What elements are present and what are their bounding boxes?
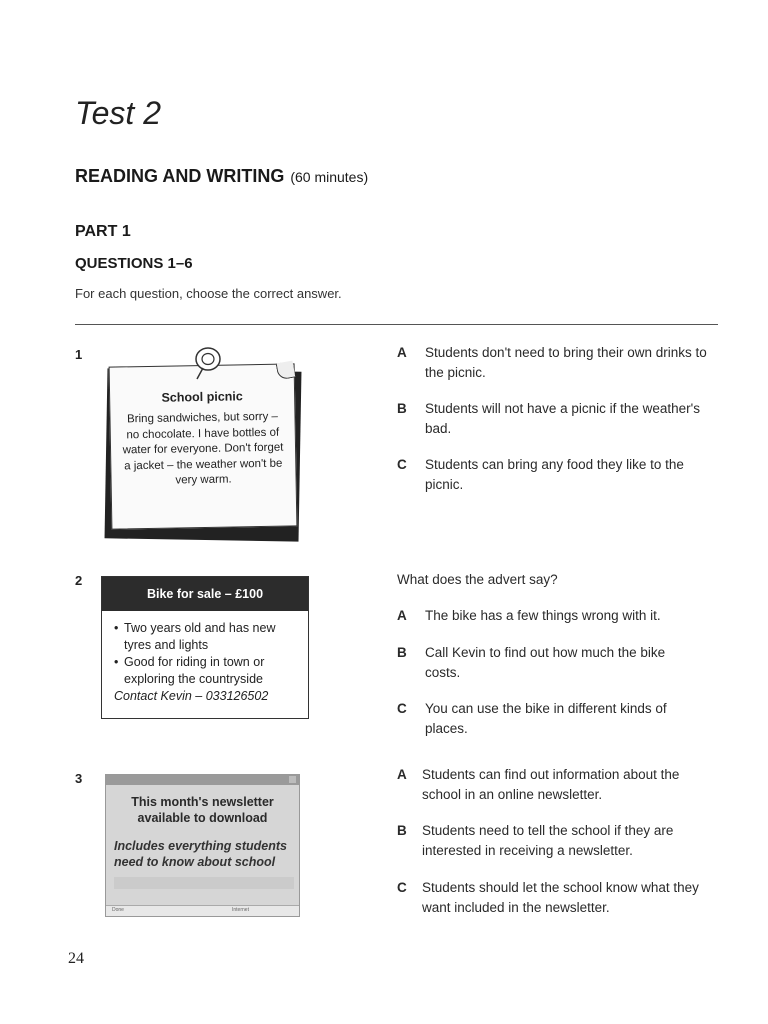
note-heading: School picnic xyxy=(161,389,243,405)
question-number-1: 1 xyxy=(75,347,83,362)
option-text: Students don't need to bring their own drinks to the picnic. xyxy=(425,345,707,380)
status-right: Internet xyxy=(232,907,249,913)
option-letter: B xyxy=(397,823,407,838)
option-letter: C xyxy=(397,880,407,895)
window-heading: This month's newsletter available to download xyxy=(131,795,274,825)
option-text: Students will not have a picnic if the weather's bad. xyxy=(425,401,700,436)
option-row[interactable] xyxy=(397,821,722,861)
option-letter: A xyxy=(397,345,407,360)
option-letter: A xyxy=(397,767,407,782)
option-text: Call Kevin to find out how much the bike costs. xyxy=(425,645,666,680)
bullet-icon: • xyxy=(114,621,119,635)
option-letter: A xyxy=(397,608,407,623)
advert-bullet xyxy=(114,654,298,688)
status-left: Done xyxy=(112,907,124,913)
part-title: PART 1 xyxy=(75,223,131,240)
option-letter: C xyxy=(397,701,407,716)
bullet-icon: • xyxy=(114,655,119,669)
option-text: Students can bring any food they like to the picnic. xyxy=(425,457,684,492)
page-number: 24 xyxy=(68,950,84,967)
window-subtext: Includes everything students need to know about school xyxy=(114,839,287,869)
option-text: Students should let the school know what they want included in the newsletter. xyxy=(422,880,699,915)
option-row[interactable] xyxy=(397,878,722,918)
instruction-text: For each question, choose the correct answer. xyxy=(75,286,342,301)
option-row[interactable] xyxy=(397,399,710,439)
faded-text-block xyxy=(114,877,294,889)
pushpin-icon xyxy=(188,346,228,382)
option-row[interactable] xyxy=(397,643,670,683)
option-row[interactable] xyxy=(397,455,710,495)
option-letter: B xyxy=(397,645,407,660)
advert-heading: Bike for sale – £100 xyxy=(102,577,308,611)
option-row[interactable] xyxy=(397,343,710,383)
question-prompt: What does the advert say? xyxy=(397,572,558,587)
advert-contact: Contact Kevin – 033126502 xyxy=(114,689,269,703)
section-title xyxy=(75,166,368,187)
bike-advert xyxy=(101,576,309,719)
advert-bullet xyxy=(114,620,298,654)
browser-window xyxy=(105,774,300,917)
option-text: The bike has a few things wrong with it. xyxy=(425,608,661,623)
advert-body xyxy=(102,611,308,705)
window-title-bar xyxy=(106,775,299,785)
question-number-3: 3 xyxy=(75,771,83,786)
divider-line xyxy=(75,324,718,325)
section-time: (60 minutes) xyxy=(290,169,369,185)
picnic-note xyxy=(109,363,298,529)
option-row[interactable] xyxy=(397,606,710,626)
question-number-2: 2 xyxy=(75,573,83,588)
option-letter: C xyxy=(397,457,407,472)
option-text: Students need to tell the school if they are interested in receiving a newsletter. xyxy=(422,823,674,858)
test-title: Test 2 xyxy=(75,95,161,131)
option-row[interactable] xyxy=(397,765,722,805)
close-icon xyxy=(289,776,296,783)
advert-bullet-text: Two years old and has new tyres and lights xyxy=(124,621,276,652)
window-status-bar xyxy=(106,905,299,916)
option-text: Students can find out information about the school in an online newsletter. xyxy=(422,767,680,802)
option-row[interactable] xyxy=(397,699,710,739)
note-body: Bring sandwiches, but sorry – no chocolate. I have bottles of water for everyone. Don't forget a jacket – the weather won't be very warm. xyxy=(122,410,284,487)
section-title-text: READING AND WRITING xyxy=(75,166,285,186)
advert-bullet-text: Good for riding in town or exploring the countryside xyxy=(124,655,265,686)
option-letter: B xyxy=(397,401,407,416)
option-text: You can use the bike in different kinds of places. xyxy=(425,701,667,736)
questions-title: QUESTIONS 1–6 xyxy=(75,255,193,272)
